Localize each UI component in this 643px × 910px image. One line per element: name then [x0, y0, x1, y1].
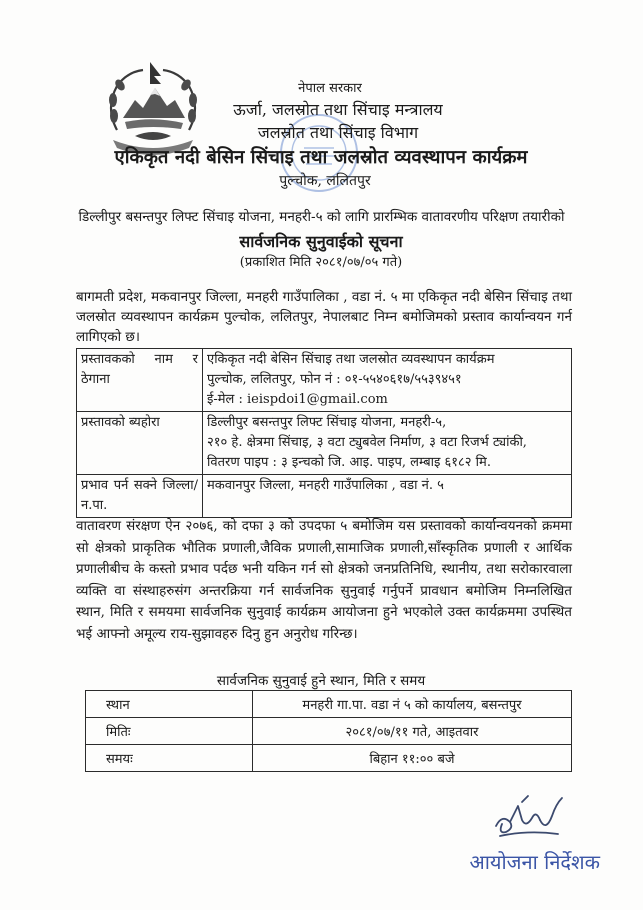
table-row — [77, 349, 572, 412]
proponent-email: ई-मेल : ieispdoi1@gmail.com — [207, 392, 388, 407]
table-row — [77, 412, 572, 475]
intro-paragraph: बागमती प्रदेश, मकवानपुर जिल्ला, मनहरी गाउँपालिका , वडा नं. ५ मा एकिकृत नदी बेसिन सिंचाइ तथा जलस्रोत व्यवस्थापन कार्यक्रम पुल्चोक, ललितपुर, नेपालबाट निम्न बमोजिमको प्रस्ताव कार्यान्वयन गर्न लागिएको छ। — [76, 289, 572, 345]
affected-area-line: मकवानपुर जिल्ला, मनहरी गाउँपालिका , वडा नं. ५ — [207, 478, 444, 493]
department-name: जलस्रोत तथा सिंचाइ विभाग — [257, 123, 419, 142]
proposal-description-label: प्रस्तावको ब्यहोरा — [77, 412, 203, 475]
office-address: पुल्चोक, ललितपुर — [279, 173, 371, 189]
table-row — [86, 745, 572, 772]
proposal-description-line: डिल्लीपुर बसन्तपुर लिफ्ट सिंचाइ योजना, मनहरी-५, — [207, 415, 447, 430]
affected-area-label: प्रभाव पर्न सक्ने जिल्ला/न.पा. — [77, 475, 203, 518]
proponent-value — [203, 349, 572, 412]
table-row — [86, 691, 572, 718]
published-date: (प्रकाशित मिति २०८१/०७/०५ गते) — [239, 255, 403, 270]
table-row — [77, 475, 572, 518]
venue-label: स्थान — [86, 691, 253, 718]
body-paragraph: वातावरण संरक्षण ऐन २०७६, को दफा ३ को उपदफा ५ बमोजिम यस प्रस्तावको कार्यान्वयनको क्रममा सो क्षेत्रको प्राकृतिक भौतिक प्रणाली,जैविक प्रणाली,सामाजिक प्रणाली,साँस्कृतिक प्रणाली र आर्थिक प्रणालीबीच के कस्तो प्रभाव पर्दछ भनी यकिन गर्न सो क्षेत्रको जनप्रतिनिधि, स्थानीय, तथा सरोकारवाला व्यक्ति वा संस्थाहरुसंग अन्तरक्रिया गर्न सार्वजनिक सुनुवाई गर्नुपर्ने प्रावधान बमोजिम निम्नलिखित स्थान, मिति र समयमा सार्वजनिक सुनुवाई कार्यक्रम आयोजना हुने भएकोले उक्त कार्यक्रममा उपस्थित भई आफ्नो अमूल्य राय-सुझावहरु दिनु हुन अनुरोध गरिन्छ। — [76, 518, 572, 642]
venue-value: मनहरी गा.पा. वडा नं ५ को कार्यालय, बसन्तपुर — [253, 691, 572, 718]
emblem-hands — [135, 132, 171, 140]
proposal-description-value — [203, 412, 572, 475]
proponent-label: प्रस्तावकको नाम र ठेगाना — [77, 349, 203, 412]
emblem-flag — [150, 62, 161, 84]
proponent-address-phone: पुल्चोक, ललितपुर, फोन नं : ०१-५५४०६१७/५५३९४५१ — [207, 372, 462, 387]
notice-subject: डिल्लीपुर बसन्तपुर लिफ्ट सिंचाइ योजना, मनहरी-५ को लागि प्रारम्भिक वातावरणीय परिक्षण तयारीको — [78, 209, 565, 225]
signatory-title: आयोजना निर्देशक — [469, 850, 600, 874]
hearing-table — [85, 690, 572, 772]
proposal-table — [76, 348, 572, 518]
proposal-description-line: २१० हे. क्षेत्रमा सिंचाइ, ३ वटा ट्युबवेल निर्माण, ३ वटा रिजर्भ ट्यांकी, — [207, 435, 527, 450]
proponent-name: एकिकृत नदी बेसिन सिंचाइ तथा जलस्रोत व्यवस्थापन कार्यक्रम — [207, 352, 495, 367]
date-value: २०८१/०७/११ गते, आइतवार — [253, 718, 572, 745]
table-row — [86, 718, 572, 745]
date-label: मितिः — [86, 718, 253, 745]
program-name: एकिकृत नदी बेसिन सिंचाइ तथा जलस्रोत व्यवस्थापन कार्यक्रम — [114, 147, 528, 168]
time-label: समयः — [86, 745, 253, 772]
handwritten-signature-icon — [488, 792, 568, 848]
time-value: बिहान ११:०० बजे — [253, 745, 572, 772]
hearing-table-caption: सार्वजनिक सुनुवाई हुने स्थान, मिति र समय — [216, 673, 426, 689]
notice-title: सार्वजनिक सुनुवाईको सूचना — [239, 232, 403, 251]
government-name: नेपाल सरकार — [298, 81, 362, 96]
proposal-description-line: वितरण पाइप : ३ इन्चको जि. आइ. पाइप, लम्बाइ ६१८२ मि. — [207, 455, 491, 470]
ministry-name: ऊर्जा, जलस्रोत तथा सिंचाइ मन्त्रालय — [233, 100, 443, 119]
affected-area-value — [203, 475, 572, 518]
